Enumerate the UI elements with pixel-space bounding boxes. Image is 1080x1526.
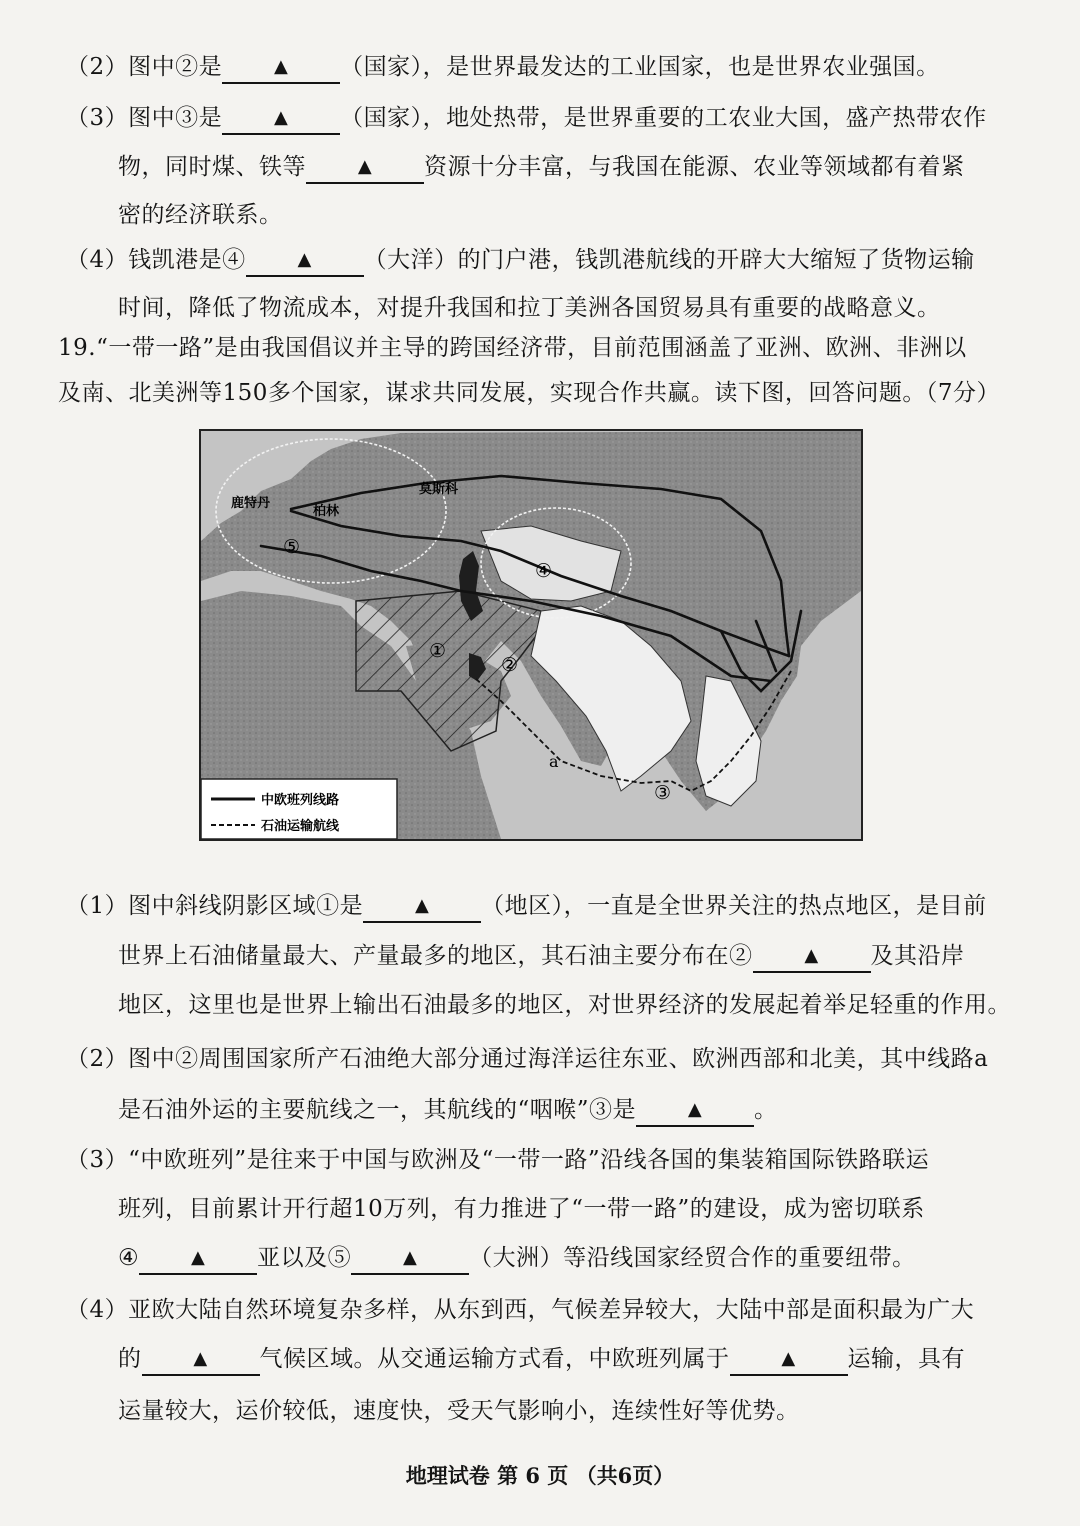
q19-part3-text-c: ④ — [118, 1245, 140, 1271]
q18-part3-text-e: 密的经济联系。 — [118, 202, 283, 228]
q18-part3-line2 — [118, 152, 965, 184]
q18-part4-line2 — [118, 293, 941, 323]
q19-part2-text-a: （2）图中②周围国家所产石油绝大部分通过海洋运往东亚、欧洲西部和北美，其中线路a — [66, 1046, 989, 1072]
label-berlin: 柏林 — [313, 504, 340, 519]
q19-part2-line2 — [118, 1095, 778, 1127]
page-footer: 地理试卷 第 6 页 （共6页） — [405, 1463, 675, 1488]
label-rotterdam: 鹿特丹 — [231, 496, 271, 511]
blank-triangle-icon: ▲ — [357, 156, 373, 177]
q19-part1-line1 — [66, 891, 987, 923]
q18-part3-text-c: 物，同时煤、铁等 — [118, 154, 306, 180]
q19-part4-line1 — [66, 1295, 974, 1325]
belt-and-road-map — [199, 429, 863, 841]
blank-triangle-icon: ▲ — [781, 1348, 796, 1369]
q19-part1-text-d: 及其沿岸 — [870, 943, 965, 969]
q19-part1-text-a: （1）图中斜线阴影区域①是 — [66, 893, 364, 919]
q19-intro-text-1: 19.“一带一路”是由我国倡议并主导的跨国经济带，目前范围涵盖了亚洲、欧洲、非洲以 — [58, 335, 967, 361]
label-moscow: 莫斯科 — [419, 482, 459, 497]
legend-oil-label: 石油运输航线 — [261, 819, 340, 834]
q19-part4-text-e: 运量较大，运价较低，速度快，受天气影响小，连续性好等优势。 — [118, 1398, 800, 1424]
legend-rail-label: 中欧班列线路 — [261, 793, 340, 808]
q19-part3-line3 — [118, 1243, 916, 1275]
q18-part2-line — [66, 52, 940, 84]
q19-part4-line2 — [118, 1344, 965, 1376]
q19-part2-line1 — [66, 1044, 988, 1074]
q19-intro-line1 — [58, 333, 967, 363]
q19-part4-text-c: 气候区域。从交通运输方式看，中欧班列属于 — [259, 1346, 730, 1372]
answer-blank-q19-3a[interactable] — [139, 1245, 257, 1275]
q19-part4-text-d: 运输，具有 — [847, 1346, 965, 1372]
answer-blank-q19-4a[interactable] — [142, 1346, 260, 1376]
answer-blank-q18-3a[interactable] — [222, 105, 340, 135]
map-legend — [201, 779, 397, 839]
answer-blank-q18-4[interactable] — [246, 247, 364, 277]
q19-part1-line2 — [118, 941, 965, 973]
q18-part3-text-d: 资源十分丰富，与我国在能源、农业等领域都有着紧 — [424, 154, 965, 180]
q19-part2-text-b: 是石油外运的主要航线之一，其航线的“咽喉”③是 — [118, 1097, 637, 1123]
q18-part3-line1 — [66, 103, 987, 135]
q19-part2-text-c: 。 — [754, 1097, 778, 1123]
q19-part3-text-a: （3）“中欧班列”是往来于中国与欧洲及“一带一路”沿线各国的集装箱国际铁路联运 — [66, 1147, 930, 1173]
q18-part4-text-a: （4）钱凯港是④ — [66, 247, 246, 273]
q18-part3-text-b: （国家），地处热带，是世界重要的工农业大国，盛产热带农作 — [340, 105, 987, 131]
blank-triangle-icon: ▲ — [414, 895, 430, 916]
q19-part3-text-d: 亚以及⑤ — [257, 1245, 352, 1271]
label-route-a: a — [549, 752, 559, 771]
q19-part3-text-b: 班列，目前累计开行超10万列，有力推进了“一带一路”的建设，成为密切联系 — [118, 1196, 925, 1222]
q18-part3-text-a: （3）图中③是 — [66, 105, 223, 131]
q19-intro-line2 — [58, 378, 1000, 408]
label-mark-4: ④ — [535, 560, 553, 582]
label-mark-2: ② — [501, 654, 519, 676]
blank-triangle-icon: ▲ — [193, 1348, 208, 1369]
q18-part2-text-b: （国家），是世界最发达的工业国家，也是世界农业强国。 — [340, 54, 940, 80]
blank-triangle-icon: ▲ — [687, 1099, 703, 1120]
q19-part4-text-b: 的 — [118, 1346, 142, 1372]
answer-blank-q18-2[interactable] — [222, 54, 340, 84]
label-mark-1: ① — [429, 640, 447, 662]
q19-part1-text-e: 地区，这里也是世界上输出石油最多的地区，对世界经济的发展起着举足轻重的作用。 — [118, 992, 1011, 1018]
q18-part2-text-a: （2）图中②是 — [66, 54, 223, 80]
blank-triangle-icon: ▲ — [273, 107, 289, 128]
q19-intro-text-2: 及南、北美洲等150多个国家，谋求共同发展，实现合作共赢。读下图，回答问题。（7分） — [58, 380, 1001, 406]
blank-triangle-icon: ▲ — [273, 56, 289, 77]
blank-triangle-icon: ▲ — [297, 249, 312, 270]
label-mark-5: ⑤ — [283, 536, 301, 558]
q18-part4-line1 — [66, 245, 975, 277]
q19-part3-line2 — [118, 1194, 925, 1224]
q19-part4-line3 — [118, 1396, 800, 1426]
q19-part3-line1 — [66, 1145, 929, 1175]
blank-triangle-icon: ▲ — [804, 945, 819, 966]
q19-part1-text-c: 世界上石油储量最大、产量最多的地区，其石油主要分布在② — [118, 943, 753, 969]
map-svg — [201, 431, 861, 839]
q19-part4-text-a: （4）亚欧大陆自然环境复杂多样，从东到西，气候差异较大，大陆中部是面积最为广大 — [66, 1297, 975, 1323]
answer-blank-q19-1a[interactable] — [363, 893, 481, 923]
answer-blank-q19-4b[interactable] — [730, 1346, 848, 1376]
q19-part3-text-e: （大洲）等沿线国家经贸合作的重要纽带。 — [469, 1245, 916, 1271]
q19-part1-text-b: （地区），一直是全世界关注的热点地区，是目前 — [481, 893, 987, 919]
label-mark-3: ③ — [654, 782, 672, 804]
q18-part4-text-b: （大洋）的门户港，钱凯港航线的开辟大大缩短了货物运输 — [363, 247, 975, 273]
q18-part3-line3 — [118, 200, 283, 230]
blank-triangle-icon: ▲ — [190, 1247, 206, 1268]
q18-part4-text-c: 时间，降低了物流成本，对提升我国和拉丁美洲各国贸易具有重要的战略意义。 — [118, 295, 941, 321]
q19-part1-line3 — [118, 990, 1011, 1020]
answer-blank-q19-3b[interactable] — [351, 1245, 469, 1275]
answer-blank-q18-3b[interactable] — [306, 154, 424, 184]
blank-triangle-icon: ▲ — [402, 1247, 418, 1268]
answer-blank-q19-2[interactable] — [636, 1097, 754, 1127]
answer-blank-q19-1b[interactable] — [753, 943, 871, 973]
